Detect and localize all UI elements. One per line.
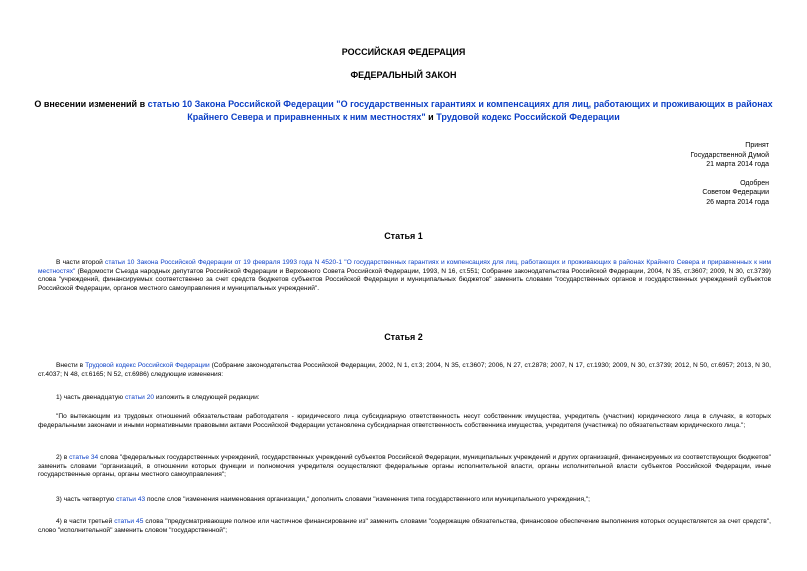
- title-link-article-10[interactable]: статью 10 Закона Российской Федерации "О государственных гарантиях и компенсациях для лиц, работающих и проживающих в районах Крайнего Севера и приравненных к ним местностях": [147, 99, 773, 122]
- adoption-block: [690, 141, 769, 207]
- article-1-link[interactable]: статьи 10 Закона Российской Федерации от 19 февраля 1993 года N 4520-1 "О государственных гарантиях и компенсациях для лиц, работающих и проживающих в районах Крайнего Севера и приравненных к ним местностях": [38, 259, 771, 275]
- item-2-prefix: 2) в: [56, 454, 70, 461]
- title-middle: и: [425, 111, 437, 122]
- article-2-intro-rest: (Собрание законодательства Российской Федерации, 2002, N 1, ст.3; 2004, N 35, ст.3607; 2006, N 27, ст.2878; 2007, N 17, ст.1930; 2009, N 30, ст.3739; 2012, N 50, ст.6957; 2013, N 30, ст.4037; N 48, ст.6165; N 52, ст.6986) следующие изменения:: [38, 362, 771, 378]
- article-2-heading: Статья 2: [384, 332, 423, 342]
- approved-label: Одобрен: [740, 179, 769, 187]
- article-1-paragraph: [38, 259, 771, 293]
- law-title: [30, 98, 777, 123]
- approved-date: 26 марта 2014 года: [706, 198, 769, 206]
- item-4: [38, 518, 771, 535]
- item-3: [38, 496, 771, 505]
- title-prefix: О внесении изменений в: [34, 99, 148, 109]
- item-4-link[interactable]: статьи 45: [114, 518, 144, 525]
- article-1-heading: Статья 1: [384, 231, 423, 241]
- accepted-label: Принят: [745, 142, 769, 149]
- accepted-date: 21 марта 2014 года: [706, 161, 769, 168]
- item-3-rest: после слов "изменения наименования организации," дополнить словами "изменения типа государственного или муниципального учреждения,";: [145, 496, 591, 503]
- item-1-quote: "По вытекающим из трудовых отношений обязательствам работодателя - юридического лица субсидиарную ответственность несут собственник имущества, учредитель (участник) юридического лица в случаях, в которых федеральными законами и иными нормативными правовыми актами Российской Федерации установлена субсидиарная ответственность собственника имущества, учредителя (участника) по обязательствам юридического лица.";: [38, 413, 771, 429]
- item-1-rest: изложить в следующей редакции:: [154, 394, 260, 401]
- item-2-rest: слова "федеральных государственных учреждений, государственных учреждений субъектов Российской Федерации, муниципальных учреждений и других организаций, финансируемых из соответствующих бюджетов" заменить словами "организаций, в отношении которых функции и полномочия учредителя осуществляют федеральные органы исполнительной власти, органы исполнительной власти субъектов Российской Федерации, иные государственные органы, органы местного самоуправления";: [38, 454, 771, 479]
- law-type-heading: ФЕДЕРАЛЬНЫЙ ЗАКОН: [350, 70, 457, 80]
- article-2-intro: [38, 362, 771, 379]
- item-4-rest: слова "предусматривающие полное или частичное финансирование из" заменить словами "содержащие обязательства, финансовое обеспечение выполнения которых осуществляется за счет средств", слово "исполнительной" заменить словом "государственной";: [38, 518, 771, 534]
- title-link-labor-code[interactable]: Трудовой кодекс Российской Федерации: [436, 111, 620, 122]
- item-2-link[interactable]: статье 34: [69, 454, 99, 461]
- item-1: [38, 394, 771, 403]
- item-2: [38, 454, 771, 480]
- item-3-prefix: 3) часть четвертую: [56, 496, 117, 503]
- accepted-by: Государственной Думой: [690, 151, 769, 159]
- item-3-link[interactable]: статьи 43: [116, 496, 146, 503]
- approved-by: Советом Федерации: [702, 189, 769, 196]
- item-1-prefix: 1) часть двенадцатую: [56, 394, 125, 401]
- article-2-intro-link[interactable]: Трудовой кодекс Российской Федерации: [85, 362, 210, 369]
- article-1-rest: (Ведомости Съезда народных депутатов Российской Федерации и Верховного Совета Российской Федерации, 1993, N 16, ст.551; Собрание законодательства Российской Федерации, 2004, N 35, ст.3607; 2009, N 30, ст.3739) слова "учреждений, финансируемых соответственно за счет средств бюджетов субъектов Российской Федерации и муниципальных бюджетов" заменить словами "государственных органов и государственных учреждений субъектов Российской Федерации, органов местного самоуправления и муниципальных учреждений".: [38, 267, 771, 292]
- article-2-intro-prefix: Внести в: [56, 362, 86, 369]
- item-4-prefix: 4) в части третьей: [56, 518, 115, 525]
- article-1-prefix: В части второй: [56, 259, 106, 266]
- country-heading: РОССИЙСКАЯ ФЕДЕРАЦИЯ: [341, 47, 466, 57]
- item-1-link[interactable]: статьи 20: [124, 394, 155, 401]
